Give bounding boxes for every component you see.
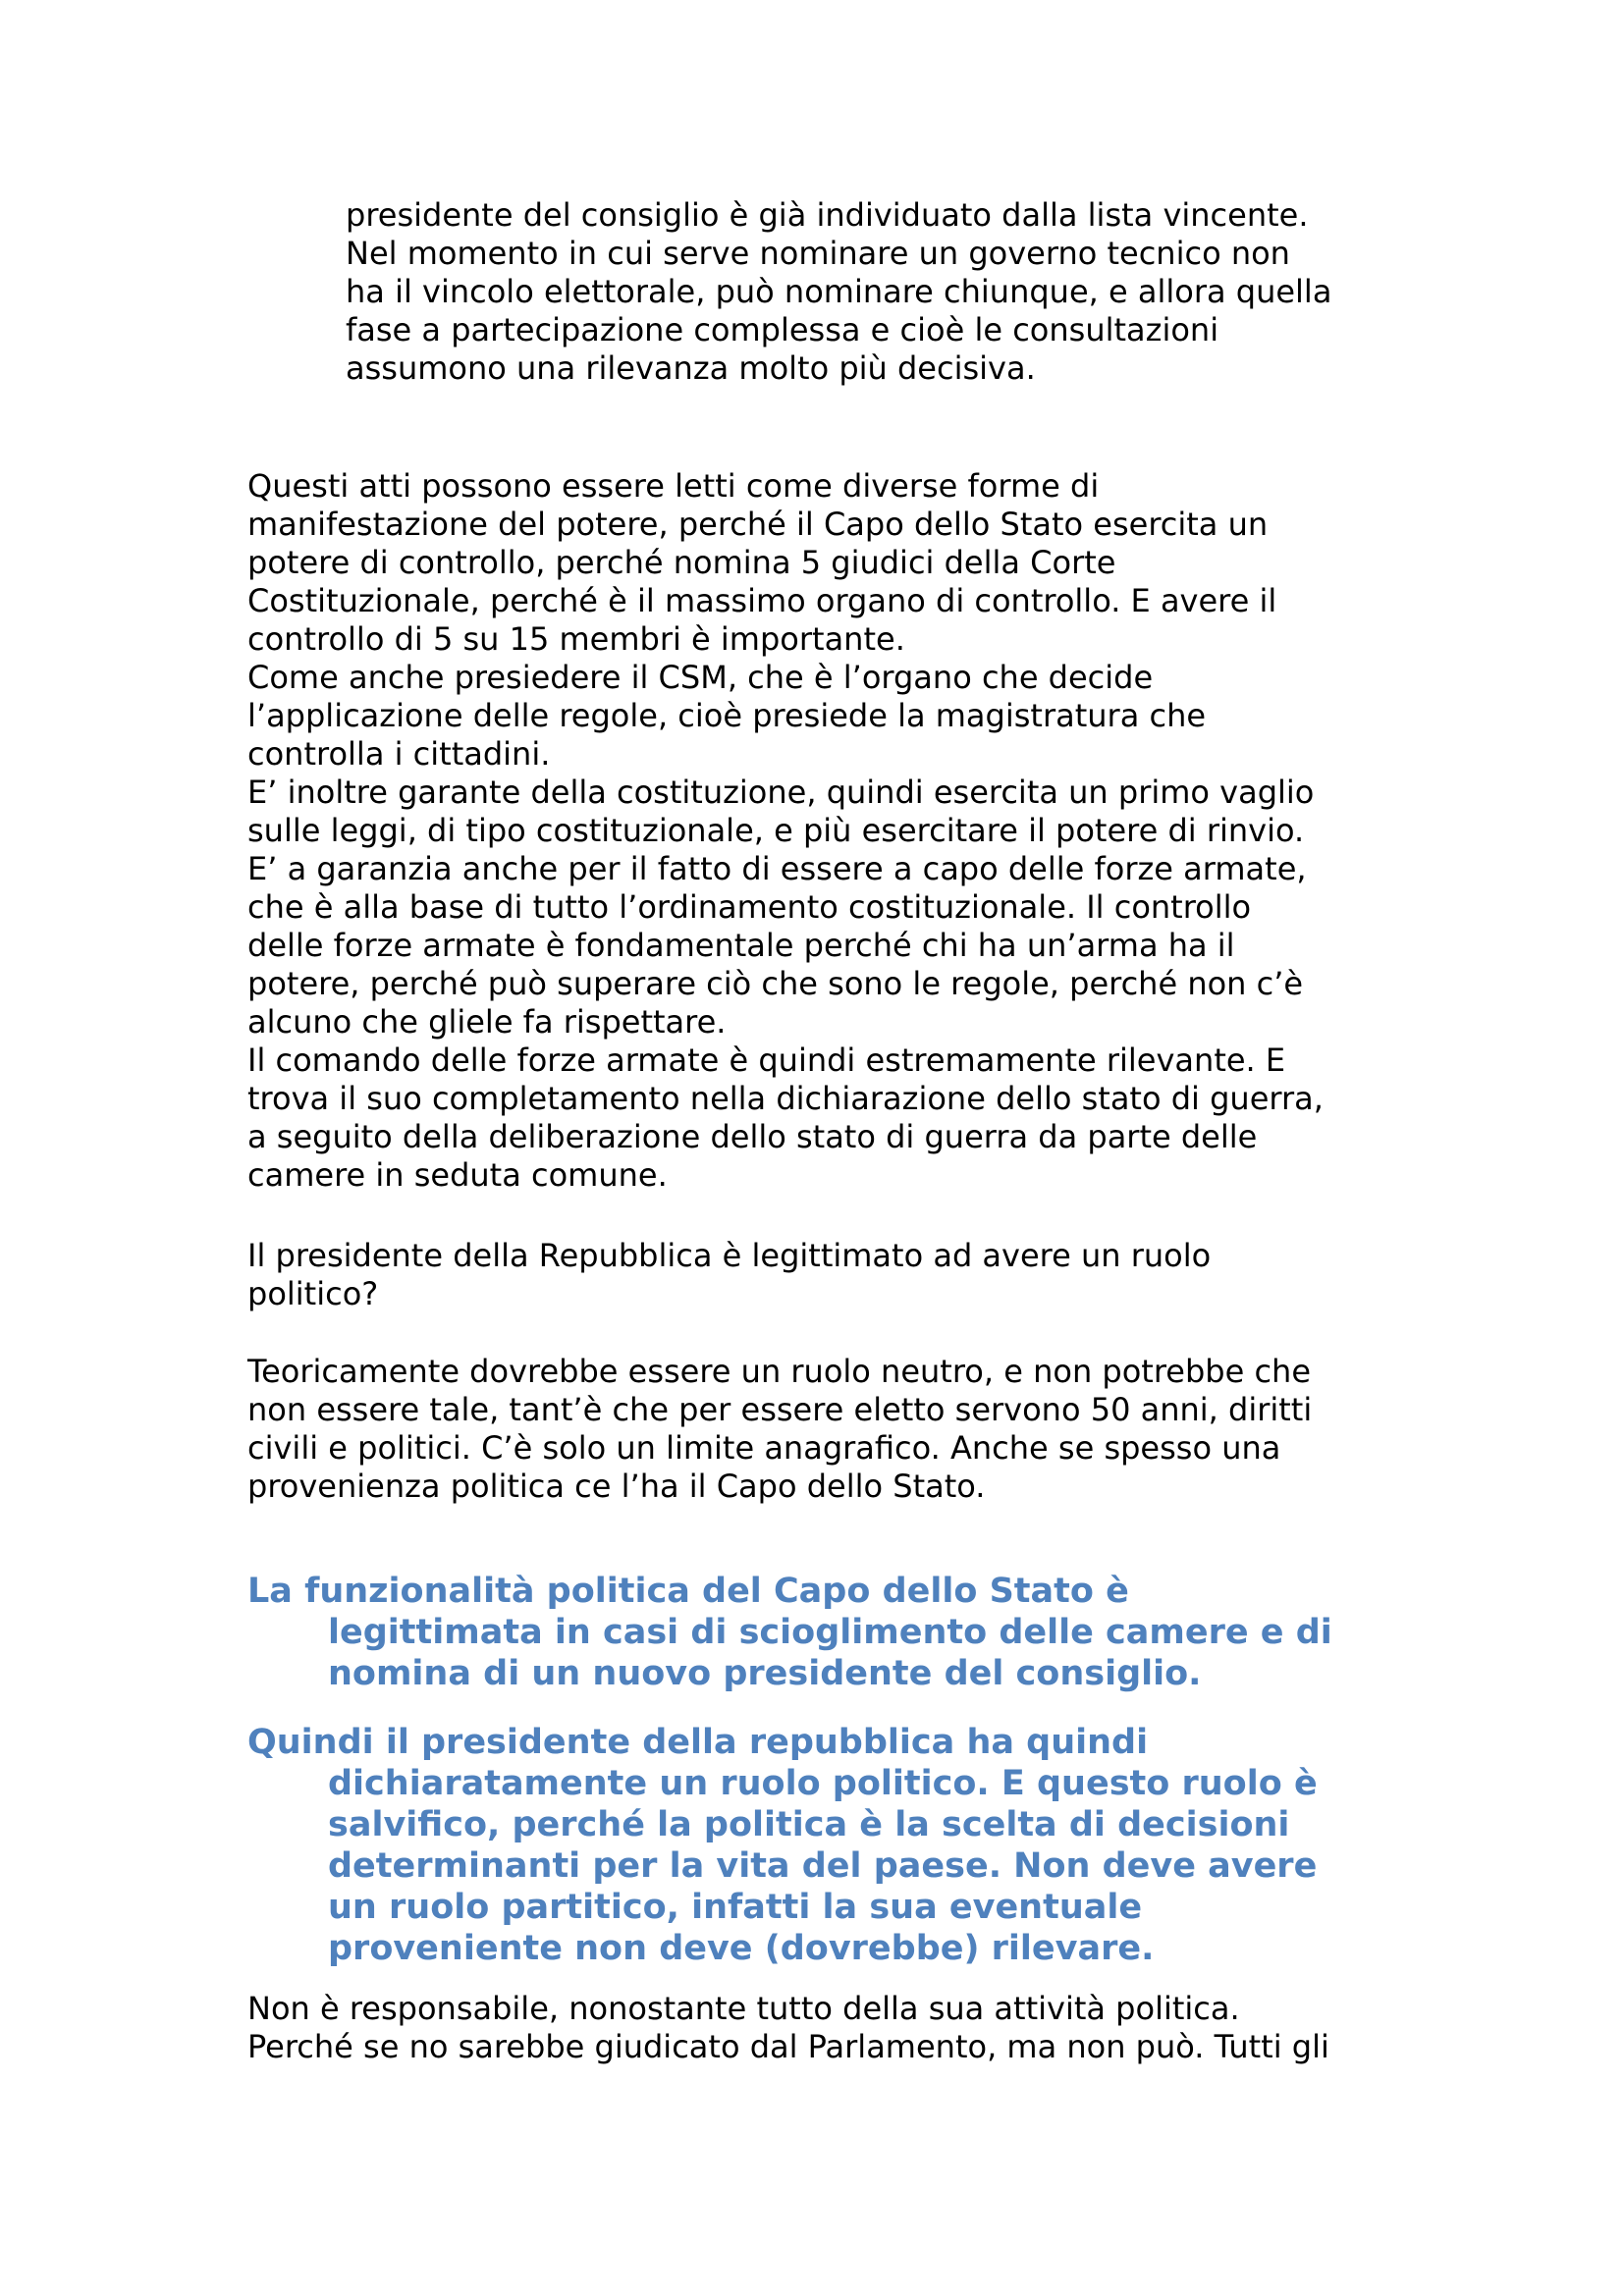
heading-line: determinanti per la vita del paese. Non deve avere [328,1846,1318,1886]
text-line: sulle leggi, di tipo costituzionale, e più esercitare il potere di rinvio. [247,812,1305,849]
intro-paragraph [346,196,1331,388]
text-line: camere in seduta comune. [247,1156,668,1194]
text-line: assumono una rilevanza molto più decisiva. [346,349,1036,387]
text-line: fase a partecipazione complessa e cioè le consultazioni [346,311,1219,348]
text-line: Teoricamente dovrebbe essere un ruolo neutro, e non potrebbe che [247,1353,1312,1390]
text-line: Il comando delle forze armate è quindi estremamente rilevante. E [247,1041,1286,1079]
text-line: controllo di 5 su 15 membri è importante. [247,620,905,658]
text-line: controlla i cittadini. [247,735,551,773]
text-line: che è alla base di tutto l’ordinamento costituzionale. Il controllo [247,888,1252,926]
text-line: Perché se no sarebbe giudicato dal Parlamento, ma non può. Tutti gli [247,2028,1329,2065]
responsibility-paragraph [247,1990,1465,2066]
text-line: Come anche presiedere il CSM, che è l’organo che decide [247,659,1154,696]
heading-line: dichiaratamente un ruolo politico. E questo ruolo è [328,1764,1318,1803]
text-line: trova il suo completamento nella dichiarazione dello stato di guerra, [247,1080,1324,1117]
text-line: ha il vincolo elettorale, può nominare chiunque, e allora quella [346,273,1332,310]
text-line: Costituzionale, perché è il massimo organo di controllo. E avere il [247,582,1277,619]
text-line: non essere tale, tant’è che per essere eletto servono 50 anni, diritti [247,1391,1313,1428]
text-line: provenienza politica ce l’ha il Capo dello Stato. [247,1468,986,1505]
text-line: Non è responsabile, nonostante tutto della sua attività politica. [247,1990,1240,2027]
neutral-role-paragraph [247,1353,1465,1506]
text-line: l’applicazione delle regole, cioè presiede la magistratura che [247,697,1207,734]
text-line: E’ inoltre garante della costituzione, quindi esercita un primo vaglio [247,774,1315,811]
text-line: presidente del consiglio è già individuato dalla lista vincente. [346,196,1309,234]
heading-political-function [247,1571,1332,1694]
heading-line: salvifico, perché la politica è la scelta di decisioni [328,1805,1290,1844]
text-line: delle forze armate è fondamentale perché chi ha un’arma ha il [247,927,1235,964]
heading-line: legittimata in casi di scioglimento delle camere e di [328,1613,1332,1652]
heading-line: proveniente non deve (dovrebbe) rilevare. [328,1929,1155,1968]
text-line: Il presidente della Repubblica è legittimato ad avere un ruolo [247,1237,1212,1274]
text-line: manifestazione del potere, perché il Capo dello Stato esercita un [247,506,1269,543]
text-line: potere, perché può superare ciò che sono le regole, perché non c’è [247,965,1304,1002]
heading-line: La funzionalità politica del Capo dello Stato è [247,1572,1129,1611]
controls-paragraph [247,467,1465,1195]
text-line: potere di controllo, perché nomina 5 giudici della Corte [247,544,1116,581]
heading-political-role [247,1722,1318,1969]
text-line: politico? [247,1275,379,1312]
heading-line: Quindi il presidente della repubblica ha quindi [247,1723,1149,1762]
text-line: Nel momento in cui serve nominare un governo tecnico non [346,235,1290,272]
text-line: Questi atti possono essere letti come diverse forme di [247,467,1100,505]
heading-line: nomina di un nuovo presidente del consiglio. [328,1654,1202,1693]
text-line: E’ a garanzia anche per il fatto di essere a capo delle forze armate, [247,850,1307,887]
text-line: a seguito della deliberazione dello stato di guerra da parte delle [247,1118,1258,1155]
question-paragraph [247,1237,1465,1313]
text-line: civili e politici. C’è solo un limite anagrafico. Anche se spesso una [247,1429,1281,1467]
text-line: alcuno che gliele fa rispettare. [247,1003,727,1041]
heading-line: un ruolo partitico, infatti la sua eventuale [328,1888,1143,1927]
